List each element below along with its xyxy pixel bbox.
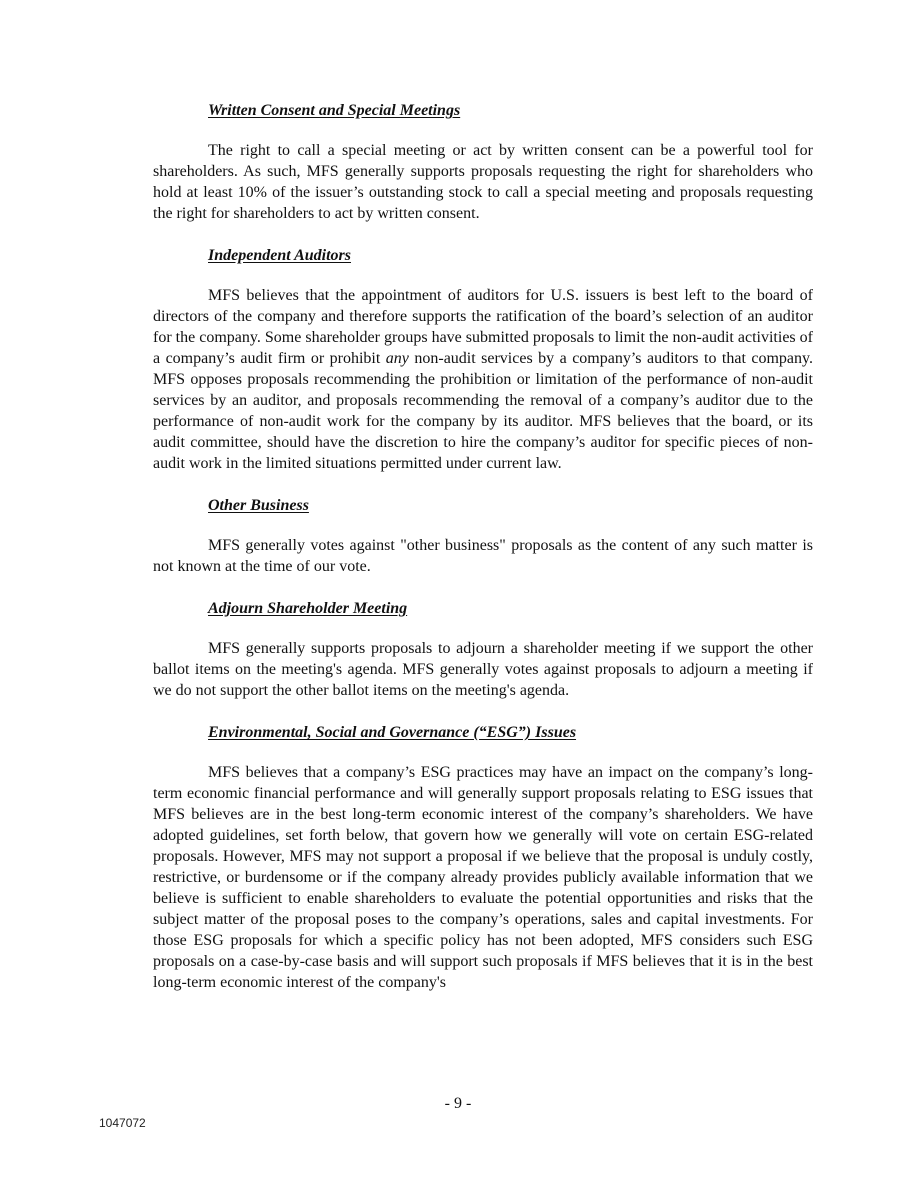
document-id: 1047072 <box>99 1116 146 1130</box>
page-number: - 9 - <box>444 1095 472 1112</box>
heading-written-consent: Written Consent and Special Meetings <box>208 102 461 119</box>
paragraph-text-start: MFS believes that the appointment of auditors for U.S. issuers is best left to the board of directors of the company and therefore supports the ratification of the board’s selection of an auditor for the company. Some shareholder groups have submitted proposals to limit the non-audit activities of a company’s audit firm or prohibit <box>153 287 813 367</box>
paragraph-esg-issues: MFS believes that a company’s ESG practices may have an impact on the company’s long-term economic financial performance and will generally support proposals relating to ESG issues that MFS believes are in the best long-term economic interest of the company’s shareholders. We have adopted guidelines, set forth below, that govern how we generally will vote on certain ESG-related proposals. However, MFS may not support a proposal if we believe that the proposal is unduly costly, restrictive, or burdensome or if the company already provides publicly available information that we believe is sufficient to enable shareholders to evaluate the potential opportunities and risks that the subject matter of the proposal poses to the company’s operations, sales and capital investments. For those ESG proposals for which a specific policy has not been adopted, MFS considers such ESG proposals on a case-by-case basis and will support such proposals if MFS believes that it is in the best long-term economic interest of the company's <box>153 764 813 991</box>
paragraph-written-consent: The right to call a special meeting or act by written consent can be a powerful tool for shareholders. As such, MFS generally supports proposals requesting the right for shareholders who hold at least 10% of the issuer’s outstanding stock to call a special meeting and proposals requesting the right for shareholders to act by written consent. <box>153 142 813 222</box>
heading-esg-issues: Environmental, Social and Governance (“ESG”) Issues <box>208 724 577 741</box>
paragraph-other-business: MFS generally votes against "other business" proposals as the content of any such matter is not known at the time of our vote. <box>153 537 813 575</box>
paragraph-independent-auditors <box>153 285 813 474</box>
heading-other-business: Other Business <box>208 497 309 514</box>
paragraph-text-end: non-audit services by a company’s auditors to that company. MFS opposes proposals recommending the prohibition or limitation of the performance of non-audit services by an auditor, and proposals recommending the removal of a company’s auditor due to the performance of non-audit work for the company by its auditor. MFS believes that the board, or its audit committee, should have the discretion to hire the company’s auditor for specific pieces of non-audit work in the limited situations permitted under current law. <box>153 350 813 472</box>
heading-independent-auditors: Independent Auditors <box>208 247 351 264</box>
heading-adjourn-meeting: Adjourn Shareholder Meeting <box>208 600 408 617</box>
paragraph-adjourn-meeting: MFS generally supports proposals to adjourn a shareholder meeting if we support the other ballot items on the meeting's agenda. MFS generally votes against proposals to adjourn a meeting if we do not support the other ballot items on the meeting's agenda. <box>153 640 813 699</box>
page-body <box>153 100 813 1014</box>
paragraph-emphasis-any: any <box>385 350 409 367</box>
